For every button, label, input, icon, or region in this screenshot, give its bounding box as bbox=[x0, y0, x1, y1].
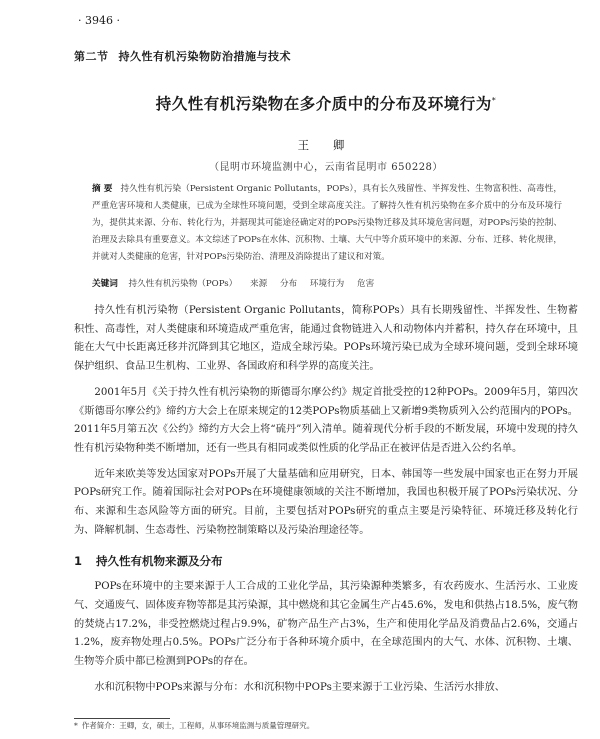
affiliation: （昆明市环境监测中心，云南省昆明市 650228） bbox=[209, 162, 443, 173]
page-number: · 3946 · bbox=[78, 14, 120, 27]
title-footnote-mark: * bbox=[491, 95, 497, 105]
heading-text: 持久性有机物来源及分布 bbox=[96, 554, 223, 569]
keywords bbox=[92, 277, 562, 289]
paragraph: 2001年5月《关于持久性有机污染物的斯德哥尔摩公约》规定首批受控的12种POPs。2009年5月，第四次《斯德哥尔摩公约》缔约方大会上在原来规定的12类POPs物质基础上又新增9类物质列入公约范围内的POPs。2011年5月第五次《公约》缔约方大会上将“硫丹”列入清单。随着现代分析手段的不断发展，环境中发现的持久性有机污染物种类不断增加，还有一些具有相同或类似性质的化学品正在被评估是否进入公约名单。 bbox=[74, 386, 578, 454]
keyword: 危害 bbox=[357, 279, 375, 289]
paragraph: 持久性有机污染物（Persistent Organic Pollutants，简称POPs）具有长期残留性、半挥发性、生物蓄积性、高毒性，对人类健康和环境造成严重危害，能通过食物链进入人和动物体内并蓄积，持久存在环境中，且能在大气中长距离迁移并沉降到其它地区，造成全球污染。POPs环境污染已成为全球环境问题，受到全球环境保护组织、食品卫生机构、工业界、各国政府和科学界的高度关注。 bbox=[74, 305, 578, 373]
section-number: 第二节 bbox=[74, 50, 109, 63]
article-title-text: 持久性有机污染物在多介质中的分布及环境行为 bbox=[155, 95, 492, 113]
section-heading bbox=[74, 552, 578, 571]
keyword: 来源 bbox=[250, 279, 268, 289]
abstract-label: 摘 要 bbox=[92, 184, 113, 194]
footnote-divider bbox=[74, 718, 170, 719]
paragraph: POPs在环境中的主要来源于人工合成的工业化学品，其污染源种类繁多，有农药废水、生活污水、工业废气、交通废气、固体废弃物等都是其污染源，其中燃烧和其它金属生产占45.6%，发电和供热占18.5%，废气物的焚烧占17.2%，非受控燃烧过程占9.9%，矿物产品生产占3%，生产和使用化学品及消费品占2.6%，交通占1.2%，废弃物处理占0.5%。POPs广泛分布于各种环境介质中，在全球范围内的大气、水体、沉积物、土壤、生物等介质中都已检测到POPs的存在。 bbox=[74, 581, 578, 667]
paragraph: 近年来欧美等发达国家对POPs开展了大量基础和应用研究，日本、韩国等一些发展中国家也正在努力开展POPs研究工作。随着国际社会对POPs在环境健康领域的关注不断增加，我国也积极开展了POPs污染状况、分布、来源和生态风险等方面的研究。目前，主要包括对POPs研究的重点主要是污染特征、环境迁移及转化行为、降解机制、生态毒性、污染物控制策略以及污染治理途径等。 bbox=[74, 468, 578, 536]
keyword: 持久性有机污染物（POPs） bbox=[128, 279, 238, 289]
article-title bbox=[74, 92, 578, 114]
section-title: 持久性有机污染物防治措施与技术 bbox=[118, 50, 291, 63]
keyword: 环境行为 bbox=[309, 279, 345, 289]
abstract bbox=[92, 181, 562, 266]
keyword: 分布 bbox=[279, 279, 298, 289]
paragraph: 水和沉积物中POPs来源与分布：水和沉积物中POPs主要来源于工业污染、生活污水排放、 bbox=[94, 681, 505, 693]
body-text bbox=[74, 302, 578, 704]
heading-number: 1 bbox=[74, 554, 83, 569]
abstract-text: 持久性有机污染（Persistent Organic Pollutants，POPs），具有长久残留性、半挥发性、生物富积性、高毒性，严重危害环境和人类健康，已成为全球性环境问题，受到全球高度关注。了解持久性有机污染物在多介质中的分布及环境行为，提供其来源、分布、转化行为，并据现其可能途径确定对的POPs污染物迁移及其环境危害问题，对POPs污染的控制、治理及去除具有重要意义。本文综述了POPs在水体、沉积物、土壤、大气中等介质环境中的来源、分布、迁移、转化规律，并就对人类健康的危害，针对POPs污染防治、清理及消除提出了建议和对策。 bbox=[92, 184, 562, 262]
keywords-label: 关键词 bbox=[92, 279, 118, 289]
footnote-text: 作者简介：王卿，女，硕士，工程师，从事环境监测与质量管理研究。 bbox=[81, 721, 315, 730]
section-header bbox=[74, 48, 291, 64]
footnote-mark: * bbox=[74, 721, 78, 730]
footnote bbox=[74, 720, 314, 731]
author: 王 卿 bbox=[297, 138, 355, 152]
